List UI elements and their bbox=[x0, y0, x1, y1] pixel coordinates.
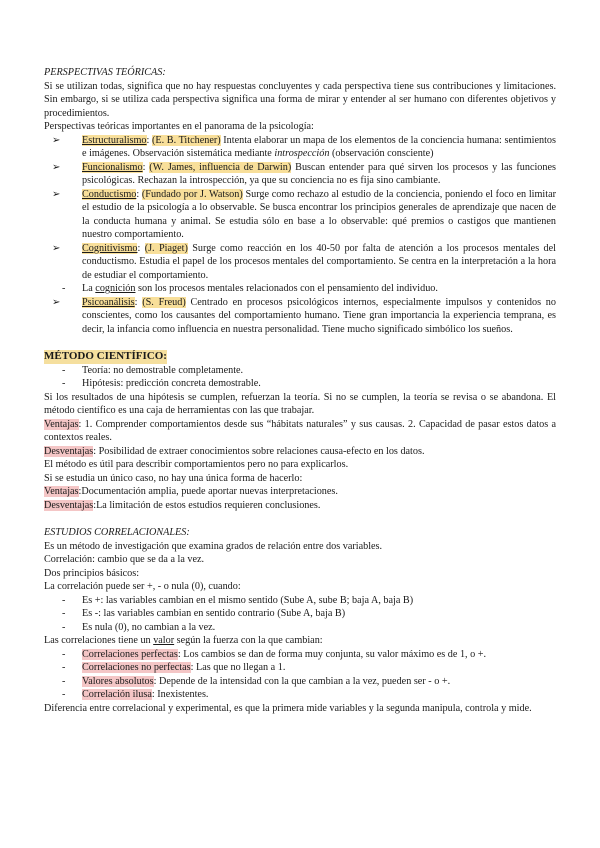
term-text-italic: introspección bbox=[274, 148, 330, 159]
term-name: Estructuralismo bbox=[82, 134, 147, 146]
list-item: - Correlación ilusa: Inexistentes. bbox=[62, 689, 209, 700]
term-text: Intenta elaborar un mapa de los elementos de la conciencia humana: sentimientos e imágenes. Observación sistemática mediante bbox=[82, 134, 556, 159]
dash-icon: - bbox=[62, 662, 66, 673]
term-name: Conductismo bbox=[82, 188, 137, 200]
dash-icon: - bbox=[62, 689, 66, 700]
arrow-right-icon: ➢ bbox=[52, 296, 61, 308]
term-cognicion: cognición bbox=[95, 283, 136, 294]
list-item-psicoanalisis: ➢ Psicoanálisis: (S. Freud) Centrado en procesos psicológicos internos, especialmente impulsos y contenidos no conscientes, como los causantes del comportamiento humano. Tiene gran importancia la experiencia temprana, es decir, la infancia como influencia en nuestra personalidad. Tiene mucho significado simbólico los sueños. bbox=[52, 296, 556, 335]
term-text: Surge como rechazo al estudio de la conciencia, poniendo el foco en limitar el estudio de la psicología a lo observable. Se busca encontrar los principios generales de aprendizaje que nacen de la conducta humana y animal. Se estudia sólo en base a lo observable: qué premios o castigos que mantienen nuestro comportamiento. bbox=[82, 188, 556, 240]
list-item: - Hipótesis: predicción concreta demostrable. bbox=[62, 378, 261, 389]
dash-icon: - bbox=[62, 283, 66, 294]
paragraph-desventajas: Desventajas:La limitación de estos estudios requieren conclusiones. bbox=[44, 499, 321, 511]
paragraph: Correlación: cambio que se da a la vez. bbox=[44, 554, 205, 565]
paragraph: Si se estudia un único caso, no hay una única forma de hacerlo: bbox=[44, 472, 303, 484]
paragraph: La correlación puede ser +, - o nula (0), cuando: bbox=[44, 581, 241, 592]
paragraph-desventajas: Desventajas: Posibilidad de extraer conocimientos sobre relaciones causa-efecto en los datos. bbox=[44, 445, 425, 457]
term-author: (W. James, influencia de Darwin) bbox=[149, 161, 292, 173]
section-title-correlacionales: ESTUDIOS CORRELACIONALES: bbox=[44, 527, 190, 538]
list-item-cognicion: - La cognición son los procesos mentales relacionados con el pensamiento del individuo. bbox=[62, 283, 438, 294]
arrow-right-icon: ➢ bbox=[52, 242, 61, 254]
term-name: Psicoanálisis bbox=[82, 296, 135, 308]
paragraph: Dos principios básicos: bbox=[44, 567, 140, 579]
list-item: - Es nula (0), no cambian a la vez. bbox=[62, 621, 216, 633]
list-item-conductismo: ➢ Conductismo: (Fundado por J. Watson) Surge como rechazo al estudio de la conciencia, poniendo el foco en limitar el estudio de la psicología a lo observable. Se busca encontrar los principios generales de aprendizaje que nacen de la conducta humana y animal. Se estudia sólo en base a lo observable: qué premios o castigos que mantienen nuestro comportamiento. bbox=[52, 188, 556, 240]
arrow-right-icon: ➢ bbox=[52, 161, 61, 173]
paragraph: Diferencia entre correlacional y experimental, es que la primera mide variables y la segunda manipula, controla y mide. bbox=[44, 702, 532, 714]
metodo-list bbox=[44, 364, 556, 391]
list-item: - Correlaciones no perfectas: Las que no llegan a 1. bbox=[62, 662, 286, 673]
term-text: Surge como reacción en los 40-50 por falta de atención a los procesos mentales del conductismo. Estudia el papel de los procesos mentales del comportamiento. Se centra en la interpretación a la hora de estudiar el comportamiento. bbox=[82, 242, 556, 281]
perspectives-list bbox=[44, 134, 556, 283]
paragraph: El método es útil para describir comportamientos pero no para explicarlos. bbox=[44, 459, 349, 470]
list-item-estructuralismo: ➢ Estructuralismo: (E. B. Titchener) Intenta elaborar un mapa de los elementos de la conciencia humana: sentimientos e imágenes. Observación sistemática mediante introspección (observación consciente) bbox=[52, 134, 556, 159]
term-name: Funcionalismo bbox=[82, 161, 143, 173]
dash-icon: - bbox=[62, 608, 66, 619]
list-item-cognitivismo: ➢ Cognitivismo: (J. Piaget) Surge como reacción en los 40-50 por falta de atención a los procesos mentales del conductismo. Estudia el papel de los procesos mentales del comportamiento. Se centra en la interpretación a la hora de estudiar el comportamiento. bbox=[52, 242, 556, 281]
perspectives-list-cont bbox=[44, 296, 556, 337]
arrow-right-icon: ➢ bbox=[52, 188, 61, 200]
list-item: - Teoría: no demostrable completamente. bbox=[62, 364, 244, 376]
dash-icon: - bbox=[62, 378, 66, 389]
cognicion-list bbox=[44, 282, 556, 296]
dash-icon: - bbox=[62, 594, 66, 606]
list-item: - Valores absolutos: Depende de la intensidad con la que cambian a la vez, pueden ser - o +. bbox=[62, 675, 451, 687]
paragraph-valor: Las correlaciones tiene un valor según la fuerza con la que cambian: bbox=[44, 635, 323, 646]
term-author: (E. B. Titchener) bbox=[151, 134, 221, 146]
list-item: - Es +: las variables cambian en el mismo sentido (Sube A, sube B; baja A, baja B) bbox=[62, 594, 414, 606]
paragraph-ventajas: Ventajas:Documentación amplia, puede aportar nuevas interpretaciones. bbox=[44, 486, 338, 497]
section-title-metodo: MÉTODO CIENTÍFICO: bbox=[44, 350, 167, 362]
list-item-funcionalismo: ➢ Funcionalismo: (W. James, influencia de Darwin) Buscan entender para qué sirven los procesos y las funciones psicológicas. Rechazan la introspección, ya que su conciencia no es fija sino cambiante. bbox=[52, 161, 556, 186]
paragraph-intro: Si se utilizan todas, significa que no hay respuestas concluyentes y cada perspectiva tiene sus contribuciones y limitaciones. Sin embargo, si se utiliza cada perspectiva significa una forma de mirar y entender al ser humano con diferentes objetivos y procedimientos. bbox=[44, 80, 556, 119]
term-text: Buscan entender para qué sirven los procesos y las funciones psicológicas. Rechazan la introspección, ya que su conciencia no es fija sino cambiante. bbox=[82, 161, 556, 186]
paragraph-lead: Perspectivas teóricas importantes en el panorama de la psicología: bbox=[44, 121, 314, 132]
term-author: (Fundado por J. Watson) bbox=[141, 188, 243, 200]
paragraph-ventajas: Ventajas: 1. Comprender comportamientos desde sus “hábitats naturales” y sus causas. 2. Capacidad de pasar estos datos a contextos reales. bbox=[44, 418, 556, 443]
term-name: Cognitivismo bbox=[82, 242, 138, 254]
term-author: (J. Piaget) bbox=[144, 242, 188, 254]
correlation-types-list bbox=[44, 648, 556, 702]
paragraph: Si los resultados de una hipótesis se cumplen, refuerzan la teoría. Si no se cumplen, la teoría se revisa o se abandona. El método científico es una caja de herramientas con las que trabajar. bbox=[44, 391, 556, 416]
paragraph: Es un método de investigación que examina grados de relación entre dos variables. bbox=[44, 540, 383, 552]
correlation-cases-list bbox=[44, 594, 556, 635]
dash-icon: - bbox=[62, 621, 66, 633]
dash-icon: - bbox=[62, 648, 66, 660]
list-item: - Correlaciones perfectas: Los cambios se dan de forma muy conjunta, su valor máximo es de 1, o +. bbox=[62, 648, 487, 660]
term-text: Centrado en procesos psicológicos internos, especialmente impulsos y contenidos no conscientes, como los causantes del comportamiento humano. Tiene gran importancia la experiencia temprana, es decir, la infancia como influencia en nuestra personalidad. Tiene mucho significado simbólico los sueños. bbox=[82, 296, 556, 335]
dash-icon: - bbox=[62, 364, 66, 376]
arrow-right-icon: ➢ bbox=[52, 134, 61, 146]
term-author: (S. Freud) bbox=[142, 296, 186, 308]
term-text: (observación consciente) bbox=[329, 148, 434, 159]
section-title-perspectivas: PERSPECTIVAS TEÓRICAS: bbox=[44, 67, 166, 78]
list-item: - Es -: las variables cambian en sentido contrario (Sube A, baja B) bbox=[62, 608, 346, 619]
dash-icon: - bbox=[62, 675, 66, 687]
